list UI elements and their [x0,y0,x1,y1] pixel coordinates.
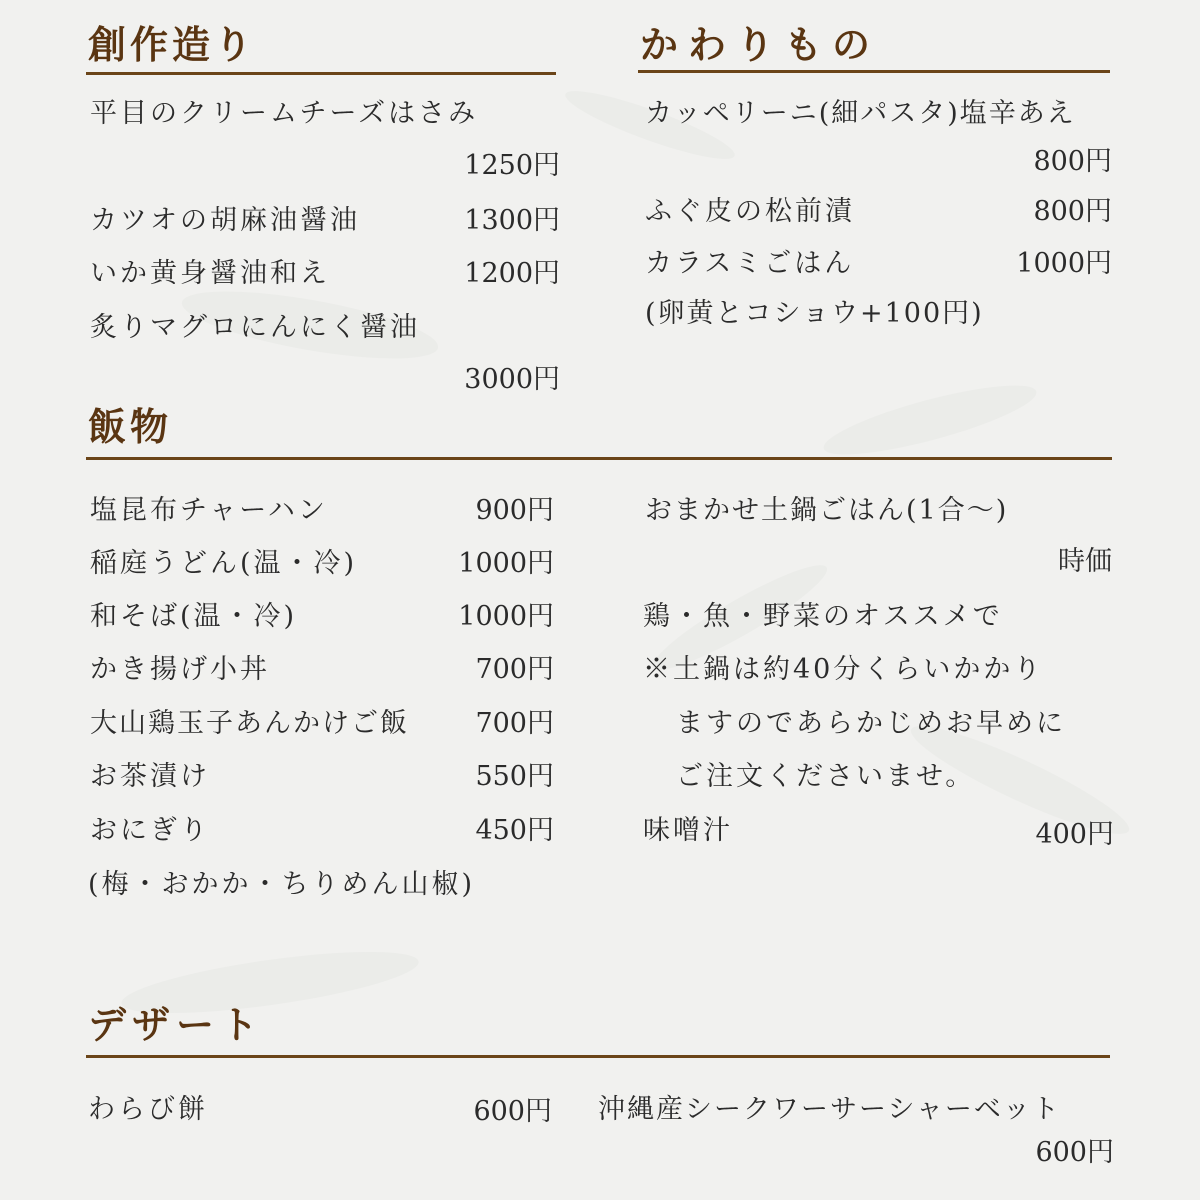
menu-item-name: お茶漬け [90,761,210,792]
menu-item-note: (梅・おかか・ちりめん山椒) [88,869,476,900]
menu-item-note: ※土鍋は約40分くらいかかり [643,654,1044,685]
section-heading-meshimono: 飯物 [88,404,173,449]
menu-item-price: 800円 [1033,146,1112,177]
menu-item-price: 700円 [475,654,554,685]
menu-item-name: 炙りマグロにんにく醤油 [90,312,420,343]
menu-item-price: 400円 [1035,819,1114,850]
menu-item-name: カツオの胡麻油醤油 [90,205,360,236]
menu-item-name: カラスミごはん [645,248,855,279]
section-rule [638,70,1110,73]
menu-item-name: おにぎり [90,815,210,846]
menu-item-price: 1200円 [464,258,560,289]
menu-item-price: 900円 [475,495,554,526]
menu-item-name: 大山鶏玉子あんかけご飯 [90,708,409,739]
menu-item-name: 稲庭うどん(温・冷) [90,548,358,579]
section-rule [86,72,556,75]
menu-item-price: 600円 [473,1096,552,1127]
menu-item-price: 1000円 [458,601,554,632]
menu-item-note: (卵黄とコショウ+100円) [645,298,984,329]
menu-item-note: 鶏・魚・野菜のオススメで [643,601,1003,632]
menu-item-price: 時価 [1058,546,1112,577]
menu-item-name: わらび餅 [88,1094,208,1125]
menu-item-name: 沖縄産シークワーサーシャーベット [598,1094,1061,1125]
menu-item-name: 塩昆布チャーハン [90,495,328,526]
menu-item-name: ふぐ皮の松前漬 [645,196,855,227]
section-heading-sousaku: 創作造り [88,22,257,67]
menu-item-name: かき揚げ小丼 [90,654,270,685]
menu-item-price: 3000円 [464,364,560,395]
menu-item-price: 600円 [1035,1137,1114,1168]
menu-item-name: 和そば(温・冷) [90,601,298,632]
section-heading-dessert: デザート [88,1002,265,1047]
section-heading-kawarimono: かわりもの [640,22,881,67]
paper-fiber [819,372,1042,468]
menu-item-name: 味噌汁 [643,815,733,846]
menu-item-name: 平目のクリームチーズはさみ [90,98,479,129]
menu-item-price: 1000円 [458,548,554,579]
menu-item-price: 550円 [475,761,554,792]
menu-item-note: ますのであらかじめお早めに [676,708,1066,739]
section-rule [86,457,1112,460]
menu-item-name: いか黄身醤油和え [90,258,330,289]
menu-item-note: ご注文くださいませ。 [676,761,976,792]
menu-item-name: カッペリーニ(細パスタ)塩辛あえ [645,98,1076,129]
menu-item-name: おまかせ土鍋ごはん(1合〜) [645,495,1009,526]
menu-item-price: 450円 [475,815,554,846]
menu-item-price: 700円 [475,708,554,739]
section-rule [86,1055,1110,1058]
menu-item-price: 1000円 [1016,248,1112,279]
menu-item-price: 1250円 [464,150,560,181]
menu-item-price: 800円 [1033,196,1112,227]
menu-item-price: 1300円 [464,205,560,236]
